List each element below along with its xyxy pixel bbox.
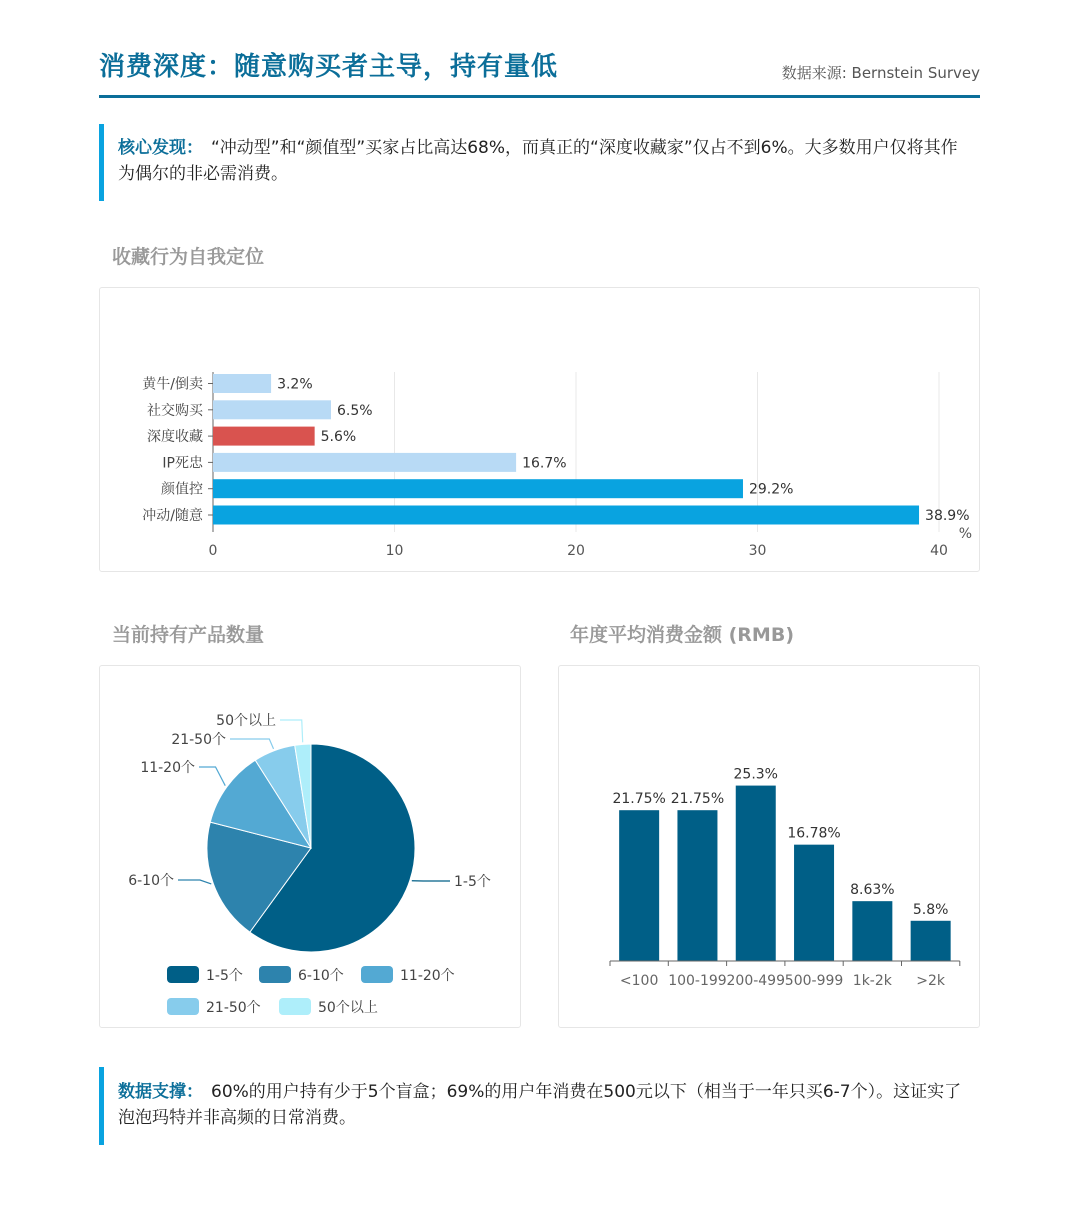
- holdings-section-title: 当前持有产品数量: [112, 624, 265, 646]
- category-label: 黄牛/倒卖: [142, 376, 203, 393]
- legend-swatch: [259, 966, 291, 983]
- bar-value-label: 5.8%: [912, 901, 949, 918]
- legend-swatch: [279, 998, 311, 1015]
- pie-leader-line: [280, 720, 303, 742]
- x-tick-label: 10: [385, 543, 404, 559]
- bar: [213, 506, 919, 525]
- x-tick-label: 200-499: [726, 973, 785, 989]
- behavior-bar-chart: [100, 288, 981, 573]
- spending-chart-card: [558, 665, 980, 1028]
- x-tick-label: <100: [619, 973, 659, 989]
- category-label: 冲动/随意: [142, 508, 203, 524]
- x-tick-label: 40: [930, 543, 948, 559]
- pie-slice-label: 1-5个: [454, 874, 491, 890]
- holdings-chart-card: [99, 665, 521, 1028]
- bar-value-label: 16.78%: [787, 825, 841, 842]
- page-title: 消费深度：随意购买者主导，持有量低: [99, 52, 559, 82]
- bar: [736, 786, 776, 961]
- data-source: 数据来源: Bernstein Survey: [781, 64, 980, 82]
- bar: [213, 374, 271, 393]
- pie-slice-label: 21-50个: [171, 732, 226, 748]
- key-finding-text: “冲动型”和“颜值型”买家占比高达68%，而真正的“深度收藏家”仅占不到6%。大多数用户仅将其作为偶尔的非必需消费。: [118, 138, 958, 184]
- bar-value-label: 38.9%: [925, 508, 970, 524]
- bar: [794, 845, 834, 961]
- bar-value-label: 5.6%: [320, 429, 357, 446]
- behavior-section-title: 收藏行为自我定位: [112, 246, 265, 268]
- legend-label: 50个以上: [318, 1000, 378, 1016]
- pie-slice-label: 11-20个: [140, 760, 195, 776]
- bar: [213, 427, 315, 446]
- pie-leader-line: [178, 880, 211, 884]
- x-tick-label: 1k-2k: [852, 973, 892, 989]
- bar: [677, 810, 717, 961]
- page-header: [99, 42, 980, 98]
- data-support-callout: [99, 1067, 980, 1145]
- bar-value-label: 21.75%: [670, 791, 725, 808]
- bar-value-label: 3.2%: [277, 376, 313, 393]
- legend-label: 1-5个: [206, 968, 243, 984]
- category-label: 社交购买: [147, 402, 203, 419]
- bar: [213, 453, 516, 472]
- legend-label: 21-50个: [206, 1000, 261, 1016]
- holdings-pie-chart: [100, 666, 522, 1029]
- x-unit-label: %: [958, 526, 972, 542]
- key-finding-label: 核心发现：: [118, 138, 203, 158]
- bar: [213, 400, 331, 419]
- bar: [619, 810, 659, 961]
- legend-swatch: [167, 966, 199, 983]
- x-tick-label: 30: [748, 543, 767, 559]
- legend-swatch: [361, 966, 393, 983]
- key-finding-callout: [99, 124, 980, 201]
- x-tick-label: 0: [208, 543, 218, 559]
- pie-leader-line: [230, 739, 274, 749]
- data-support-text: 60%的用户持有少于5个盲盒；69%的用户年消费在500元以下（相当于一年只买6-7个）。这证实了泡泡玛特并非高频的日常消费。: [118, 1082, 962, 1128]
- category-label: IP死忠: [162, 455, 203, 472]
- bar-value-label: 8.63%: [850, 882, 895, 899]
- pie-leader-line: [199, 767, 225, 786]
- bar-value-label: 16.7%: [522, 455, 567, 472]
- legend-label: 11-20个: [400, 968, 455, 984]
- x-tick-label: 500-999: [784, 973, 844, 989]
- bar-value-label: 6.5%: [336, 402, 373, 419]
- data-support-label: 数据支撑：: [118, 1082, 203, 1102]
- bar: [852, 901, 892, 961]
- x-tick-label: 20: [567, 543, 585, 559]
- behavior-chart-card: [99, 287, 980, 572]
- x-tick-label: 100-199: [668, 973, 727, 989]
- x-tick-label: >2k: [916, 973, 946, 989]
- bar-value-label: 21.75%: [612, 791, 666, 808]
- legend-swatch: [167, 998, 199, 1015]
- spending-bar-chart: [559, 666, 981, 1029]
- bar-value-label: 25.3%: [733, 766, 778, 783]
- category-label: 深度收藏: [147, 429, 203, 446]
- category-label: 颜值控: [161, 481, 203, 498]
- legend-label: 6-10个: [298, 968, 344, 984]
- pie-slice-label: 50个以上: [216, 713, 276, 729]
- bar-value-label: 29.2%: [748, 481, 794, 498]
- bar: [911, 921, 951, 961]
- spending-section-title: 年度平均消费金额 (RMB): [570, 624, 795, 646]
- pie-slice-label: 6-10个: [128, 873, 174, 889]
- bar: [213, 479, 743, 498]
